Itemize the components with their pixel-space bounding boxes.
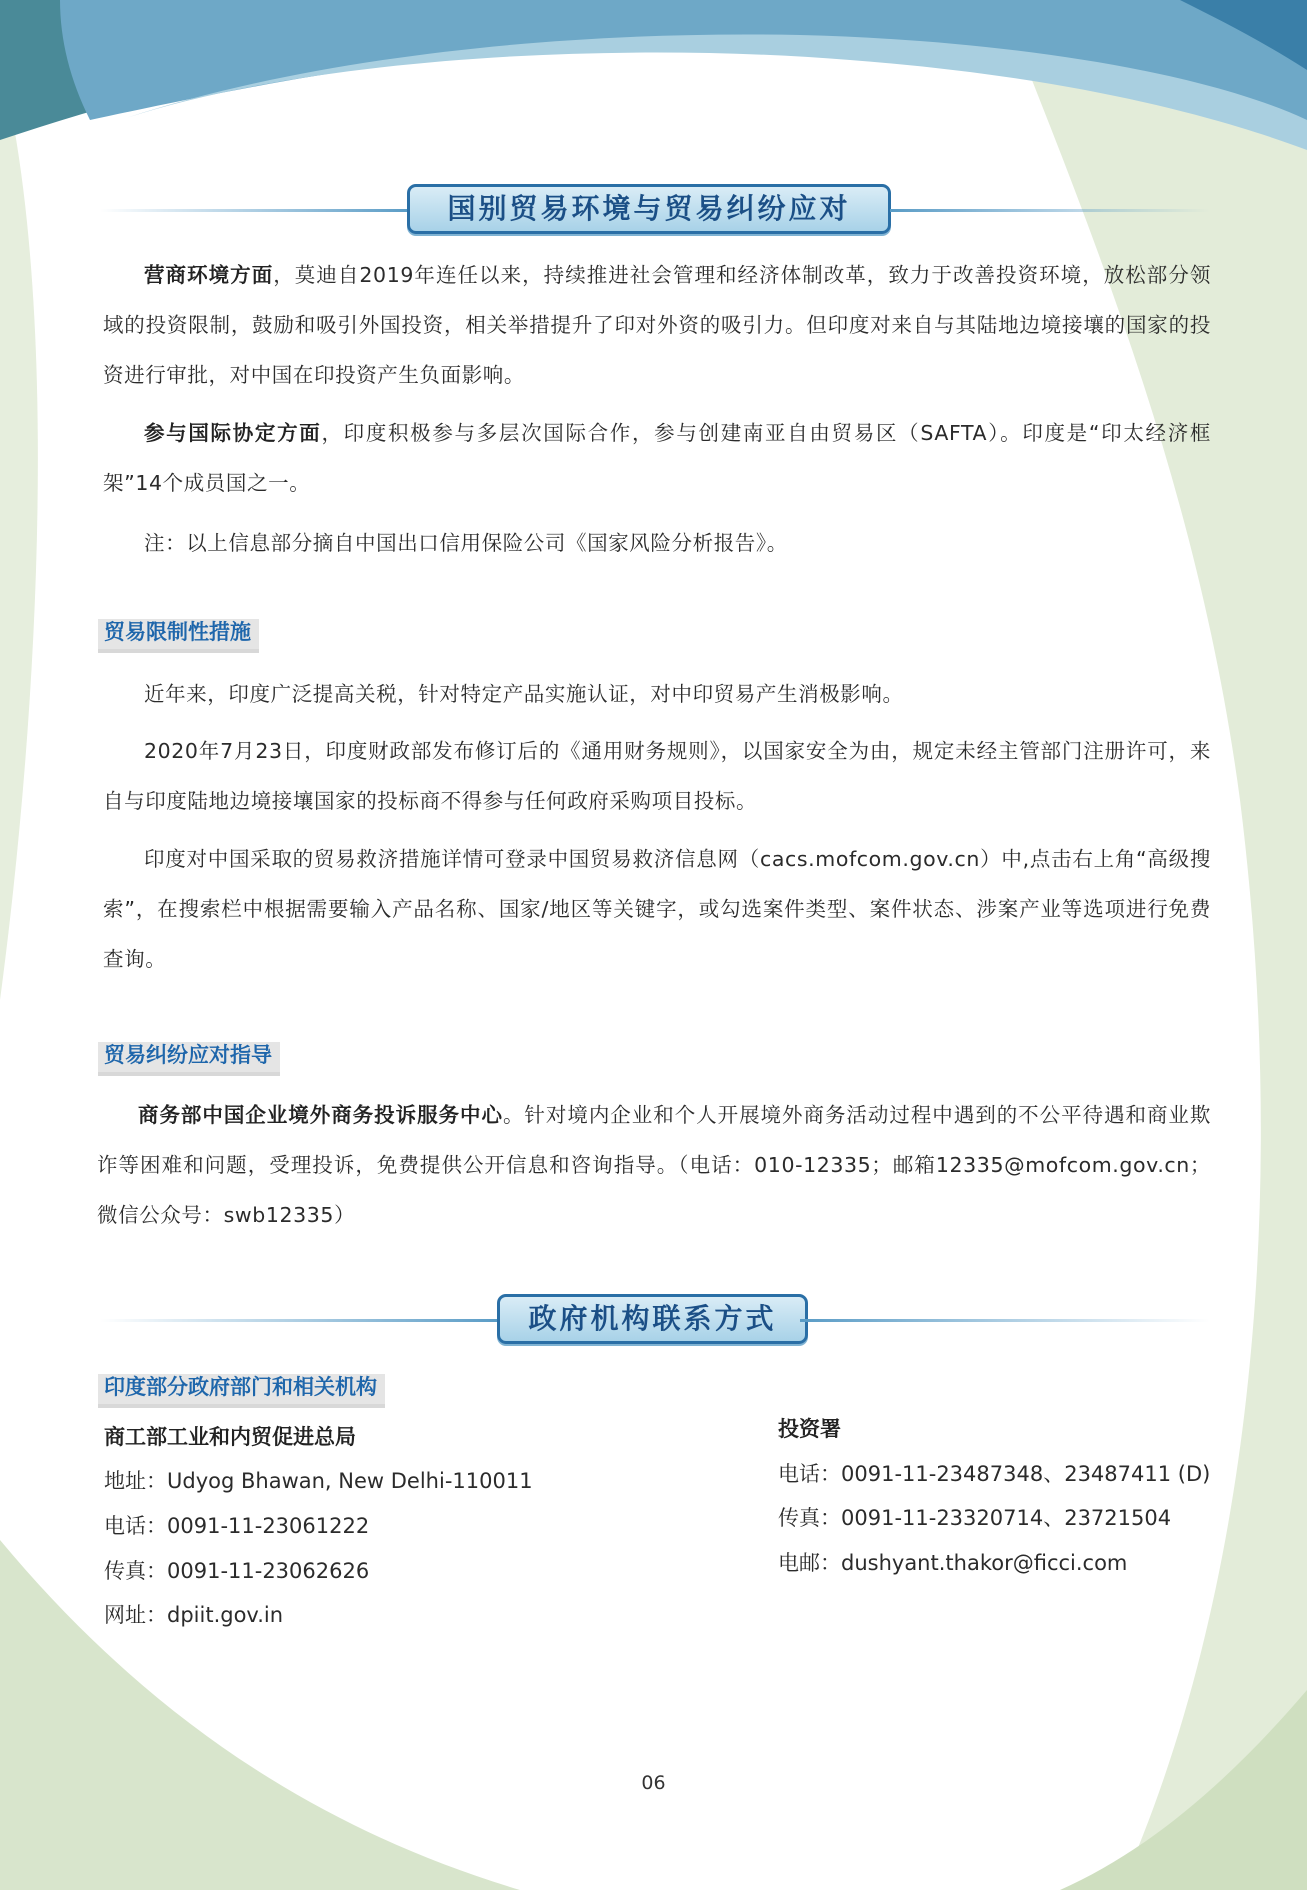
contact-left-name: 商工部工业和内贸促进总局: [104, 1425, 356, 1449]
title-rule-left: [100, 1319, 500, 1322]
subheading-trade-restrictions: 贸易限制性措施: [98, 619, 259, 653]
paragraph-text: ，莫迪自2019年连任以来，持续推进社会管理和经济体制改革，致力于改善投资环境，放松部分领域的投资限制，鼓励和吸引外国投资，相关举措提升了印对外资的吸引力。但印度对来自与其陆地边境接壤的国家的投资进行审批，对中国在印投资产生负面影响。: [103, 263, 1211, 387]
page-number: 06: [641, 1772, 666, 1794]
title-rule-right: [890, 209, 1210, 212]
bold-lead-service-center: 商务部中国企业境外商务投诉服务中心: [138, 1103, 503, 1127]
subheading-indian-agencies: 印度部分政府部门和相关机构: [98, 1374, 385, 1408]
section-title-government-contacts: [100, 1294, 1210, 1346]
section-title-trade-environment: [100, 184, 1210, 236]
note-source: 注：以上信息部分摘自中国出口信用保险公司《国家风险分析报告》。: [144, 531, 788, 555]
paragraph-trade-remedy-lookup: 印度对中国采取的贸易救济措施详情可登录中国贸易救济信息网（cacs.mofcom.gov.cn）中,点击右上角“高级搜索”，在搜索栏中根据需要输入产品名称、国家/地区等关键字，或勾选案件类型、案件状态、涉案产业等选项进行免费查询。: [103, 847, 1211, 971]
paragraph-business-environment: [103, 250, 1211, 400]
contact-left-website[interactable]: 网址：dpiit.gov.in: [104, 1603, 284, 1627]
title-rule-right: [800, 1319, 1210, 1322]
paragraph-text: 。针对境内企业和个人开展境外商务活动过程中遇到的不公平待遇和商业欺诈等困难和问题，受理投诉，免费提供公开信息和咨询指导。（电话：010-12335；邮箱12335@mofcom.gov.cn；微信公众号：swb12335）: [97, 1103, 1211, 1227]
paragraph-text: ，印度积极参与多层次国际合作，参与创建南亚自由贸易区（SAFTA）。印度是“印太经济框架”14个成员国之一。: [103, 421, 1211, 495]
contact-left-fax: 传真：0091-11-23062626: [104, 1559, 370, 1583]
title-rule-left: [100, 209, 410, 212]
paragraph-procurement-rules: 2020年7月23日，印度财政部发布修订后的《通用财务规则》，以国家安全为由，规定未经主管部门注册许可，来自与印度陆地边境接壤国家的投标商不得参与任何政府采购项目投标。: [103, 739, 1211, 813]
contact-right-fax: 传真：0091-11-23320714、23721504: [778, 1506, 1172, 1530]
contact-right-email[interactable]: 电邮：dushyant.thakor@ficci.com: [778, 1551, 1128, 1575]
bold-lead-international-agreements: 参与国际协定方面: [144, 421, 322, 445]
contact-right-phone: 电话：0091-11-23487348、23487411 (D): [778, 1462, 1211, 1486]
paragraph-complaint-service-center: [97, 1090, 1211, 1240]
paragraph-tariffs: 近年来，印度广泛提高关税，针对特定产品实施认证，对中印贸易产生消极影响。: [144, 682, 904, 706]
subheading-dispute-guidance: 贸易纠纷应对指导: [98, 1042, 280, 1076]
contact-right-name: 投资署: [778, 1417, 841, 1441]
paragraph-international-agreements: [103, 408, 1211, 508]
bold-lead-business-environment: 营商环境方面: [144, 263, 274, 287]
contact-left-phone: 电话：0091-11-23061222: [104, 1514, 370, 1538]
section-title-box: 国别贸易环境与贸易纠纷应对: [407, 184, 891, 234]
contact-left-address: 地址：Udyog Bhawan, New Delhi-110011: [104, 1469, 533, 1493]
section-title-box: 政府机构联系方式: [497, 1294, 808, 1344]
